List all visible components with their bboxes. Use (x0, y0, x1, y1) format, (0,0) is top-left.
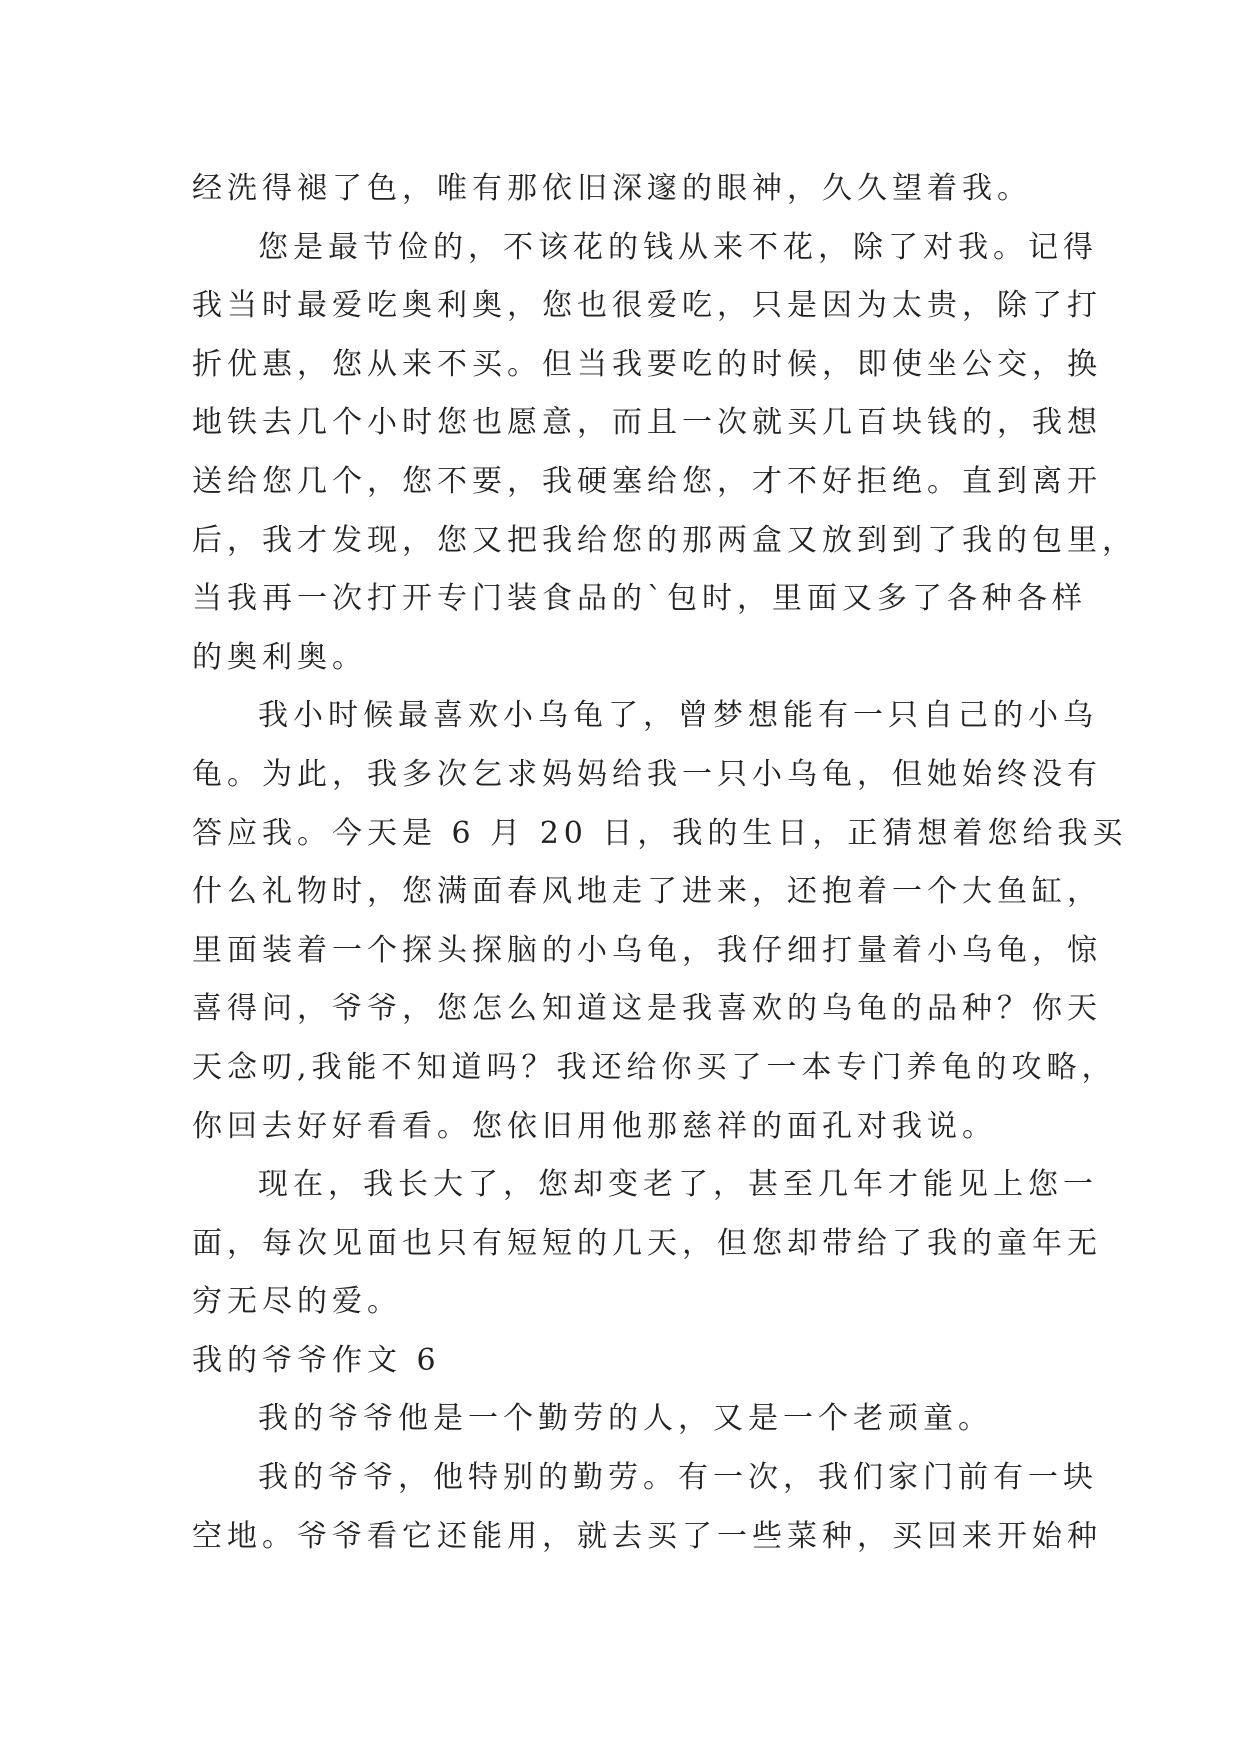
essay-heading (192, 1332, 1050, 1391)
text-line: 天念叨,我能不知道吗？我还给你买了一本专门养龟的攻略， (192, 1049, 1117, 1085)
text-line: 地铁去几个小时您也愿意，而且一次就买几百块钱的，我想 (192, 405, 1102, 441)
text-line: 我的爷爷，他特别的勤劳。有一次，我们家门前有一块 (258, 1460, 1098, 1496)
text-line: 经洗得褪了色，唯有那依旧深邃的眼神，久久望着我。 (192, 171, 1032, 206)
text-line: 现在，我长大了，您却变老了，甚至几年才能见上您一 (258, 1167, 1098, 1203)
paragraph-grown-up (192, 1156, 1102, 1332)
text-line: 喜得问，爷爷，您怎么知道这是我喜欢的乌龟的品种？你天 (192, 991, 1102, 1027)
text-line: 折优惠，您从来不买。但当我要吃的时候，即使坐公交，换 (192, 346, 1102, 382)
text-line: 答应我。今天是 6 月 20 日，我的生日，正猜想着您给我买 (192, 815, 1128, 851)
text-line: 送给您几个，您不要，我硬塞给您，才不好拒绝。直到离开 (192, 463, 1102, 499)
paragraph-oreo (192, 219, 1137, 688)
paragraph-intro (192, 1390, 1050, 1449)
text-line: 我当时最爱吃奥利奥，您也很爱吃，只是因为太贵，除了打 (192, 288, 1102, 324)
text-line: 我小时候最喜欢小乌龟了，曾梦想能有一只自己的小乌 (258, 698, 1098, 734)
text-line: 我的爷爷他是一个勤劳的人，又是一个老顽童。 (258, 1401, 993, 1437)
text-line: 的奥利奥。 (192, 639, 367, 675)
text-line: 里面装着一个探头探脑的小乌龟，我仔细打量着小乌龟，惊 (192, 932, 1102, 968)
paragraph-eyes (192, 160, 1050, 219)
paragraph-hardworking (192, 1449, 1102, 1566)
text-line: 龟。为此，我多次乞求妈妈给我一只小乌龟，但她始终没有 (192, 756, 1102, 792)
document-body (192, 160, 1137, 1566)
text-line: 你回去好好看看。您依旧用他那慈祥的面孔对我说。 (192, 1108, 997, 1144)
text-line: 后，我才发现，您又把我给您的那两盒又放到到了我的包里， (192, 522, 1137, 558)
paragraph-turtle (192, 687, 1128, 1156)
section-title: 我的爷爷作文 6 (192, 1342, 441, 1378)
text-line: 面，每次见面也只有短短的几天，但您却带给了我的童年无 (192, 1225, 1102, 1261)
text-line: 什么礼物时，您满面春风地走了进来，还抱着一个大鱼缸， (192, 874, 1102, 910)
text-line: 穷无尽的爱。 (192, 1284, 402, 1320)
text-line: 您是最节俭的，不该花的钱从来不花，除了对我。记得 (258, 229, 1098, 265)
text-line: 当我再一次打开专门装食品的`包时，里面又多了各种各样 (192, 581, 1087, 617)
text-line: 空地。爷爷看它还能用，就去买了一些菜种，买回来开始种 (192, 1518, 1102, 1554)
